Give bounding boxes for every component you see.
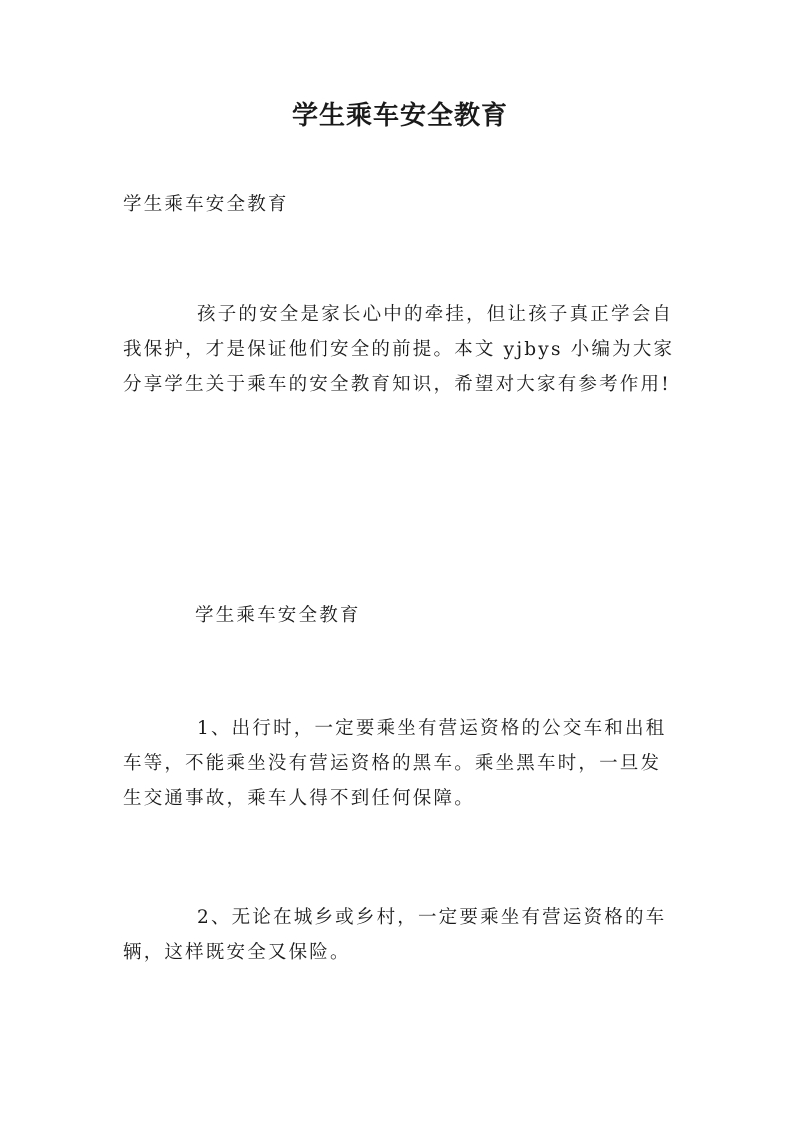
section-heading: 学生乘车安全教育 bbox=[195, 605, 361, 626]
list-item: 1、出行时，一定要乘坐有营运资格的公交车和出租车等，不能乘坐没有营运资格的黑车。乘坐黑车时，一旦发生交通事故，乘车人得不到任何保障。 bbox=[123, 718, 667, 809]
document-title: 学生乘车安全教育 bbox=[291, 101, 508, 131]
intro-paragraph: 孩子的安全是家长心中的牵挂，但让孩子真正学会自我保护，才是保证他们安全的前提。本文 yjbys 小编为大家分享学生关于乘车的安全教育知识，希望对大家有参考作用! bbox=[123, 304, 675, 395]
list-item: 2、无论在城乡或乡村，一定要乘坐有营运资格的车辆，这样既安全又保险。 bbox=[123, 907, 667, 963]
subheading: 学生乘车安全教育 bbox=[123, 194, 289, 215]
